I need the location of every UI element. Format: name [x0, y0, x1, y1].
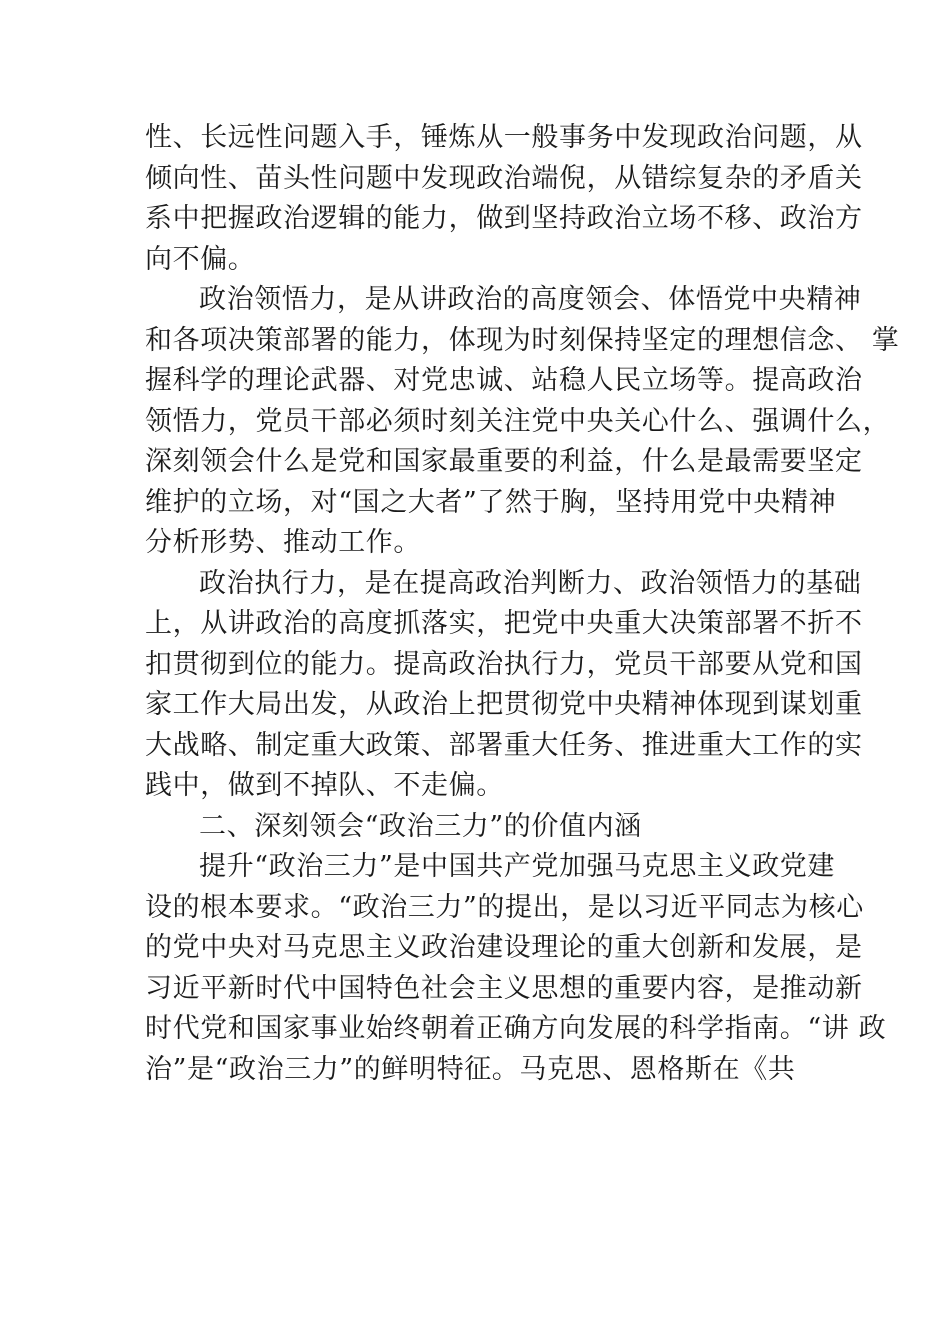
- paragraph-first-line: 政治执行力，是在提高政治判断力、政治领悟力的基础: [199, 567, 862, 599]
- text-line: 性、长远性问题入手，锤炼从一般事务中发现政治问题，从: [145, 122, 863, 153]
- text-line: 深刻领会什么是党和国家最重要的利益，什么是最需要坚定: [145, 446, 863, 477]
- text-line: 家工作大局出发，从政治上把贯彻党中央精神体现到谋划重: [145, 689, 863, 720]
- text-line: 践中，做到不掉队、不走偏。: [145, 770, 504, 801]
- text-line: 握科学的理论武器、对党忠诚、站稳人民立场等。提高政治: [145, 365, 863, 396]
- text-line: 扣贯彻到位的能力。提高政治执行力，党员干部要从党和国: [145, 648, 863, 680]
- paragraph-first-line: 政治领悟力，是从讲政治的高度领会、体悟党中央精神: [199, 284, 862, 315]
- text-line: 时代党和国家事业始终朝着正确方向发展的科学指南。“讲 政: [145, 1013, 887, 1044]
- text-line: 向不偏。: [145, 243, 256, 275]
- text-line: 治”是“政治三力”的鲜明特征。马克思、恩格斯在《共: [145, 1053, 796, 1085]
- text-line: 大战略、制定重大政策、部署重大任务、推进重大工作的实: [145, 729, 863, 761]
- text-line: 领悟力，党员干部必须时刻关注党中央关心什么、强调什么，: [145, 405, 891, 437]
- text-line: 上，从讲政治的高度抓落实，把党中央重大决策部署不折不: [145, 608, 863, 639]
- section-heading: 二、深刻领会“政治三力”的价值内涵: [199, 810, 642, 842]
- text-line: 和各项决策部署的能力，体现为时刻保持坚定的理想信念、 掌: [145, 324, 900, 356]
- text-line: 习近平新时代中国特色社会主义思想的重要内容，是推动新: [145, 972, 863, 1004]
- text-line: 设的根本要求。“政治三力”的提出，是以习近平同志为核心: [145, 891, 864, 923]
- text-line: 的党中央对马克思主义政治建设理论的重大创新和发展，是: [145, 932, 863, 963]
- text-line: 倾向性、苗头性问题中发现政治端倪，从错综复杂的矛盾关: [145, 162, 863, 194]
- document-body: [145, 118, 900, 1090]
- text-line: 系中把握政治逻辑的能力，做到坚持政治立场不移、政治方: [145, 203, 863, 234]
- text-line: 分析形势、推动工作。: [145, 527, 421, 558]
- text-line: 维护的立场，对“国之大者”了然于胸，坚持用党中央精神: [145, 486, 837, 518]
- paragraph-first-line: 提升“政治三力”是中国共产党加强马克思主义政党建: [199, 851, 836, 882]
